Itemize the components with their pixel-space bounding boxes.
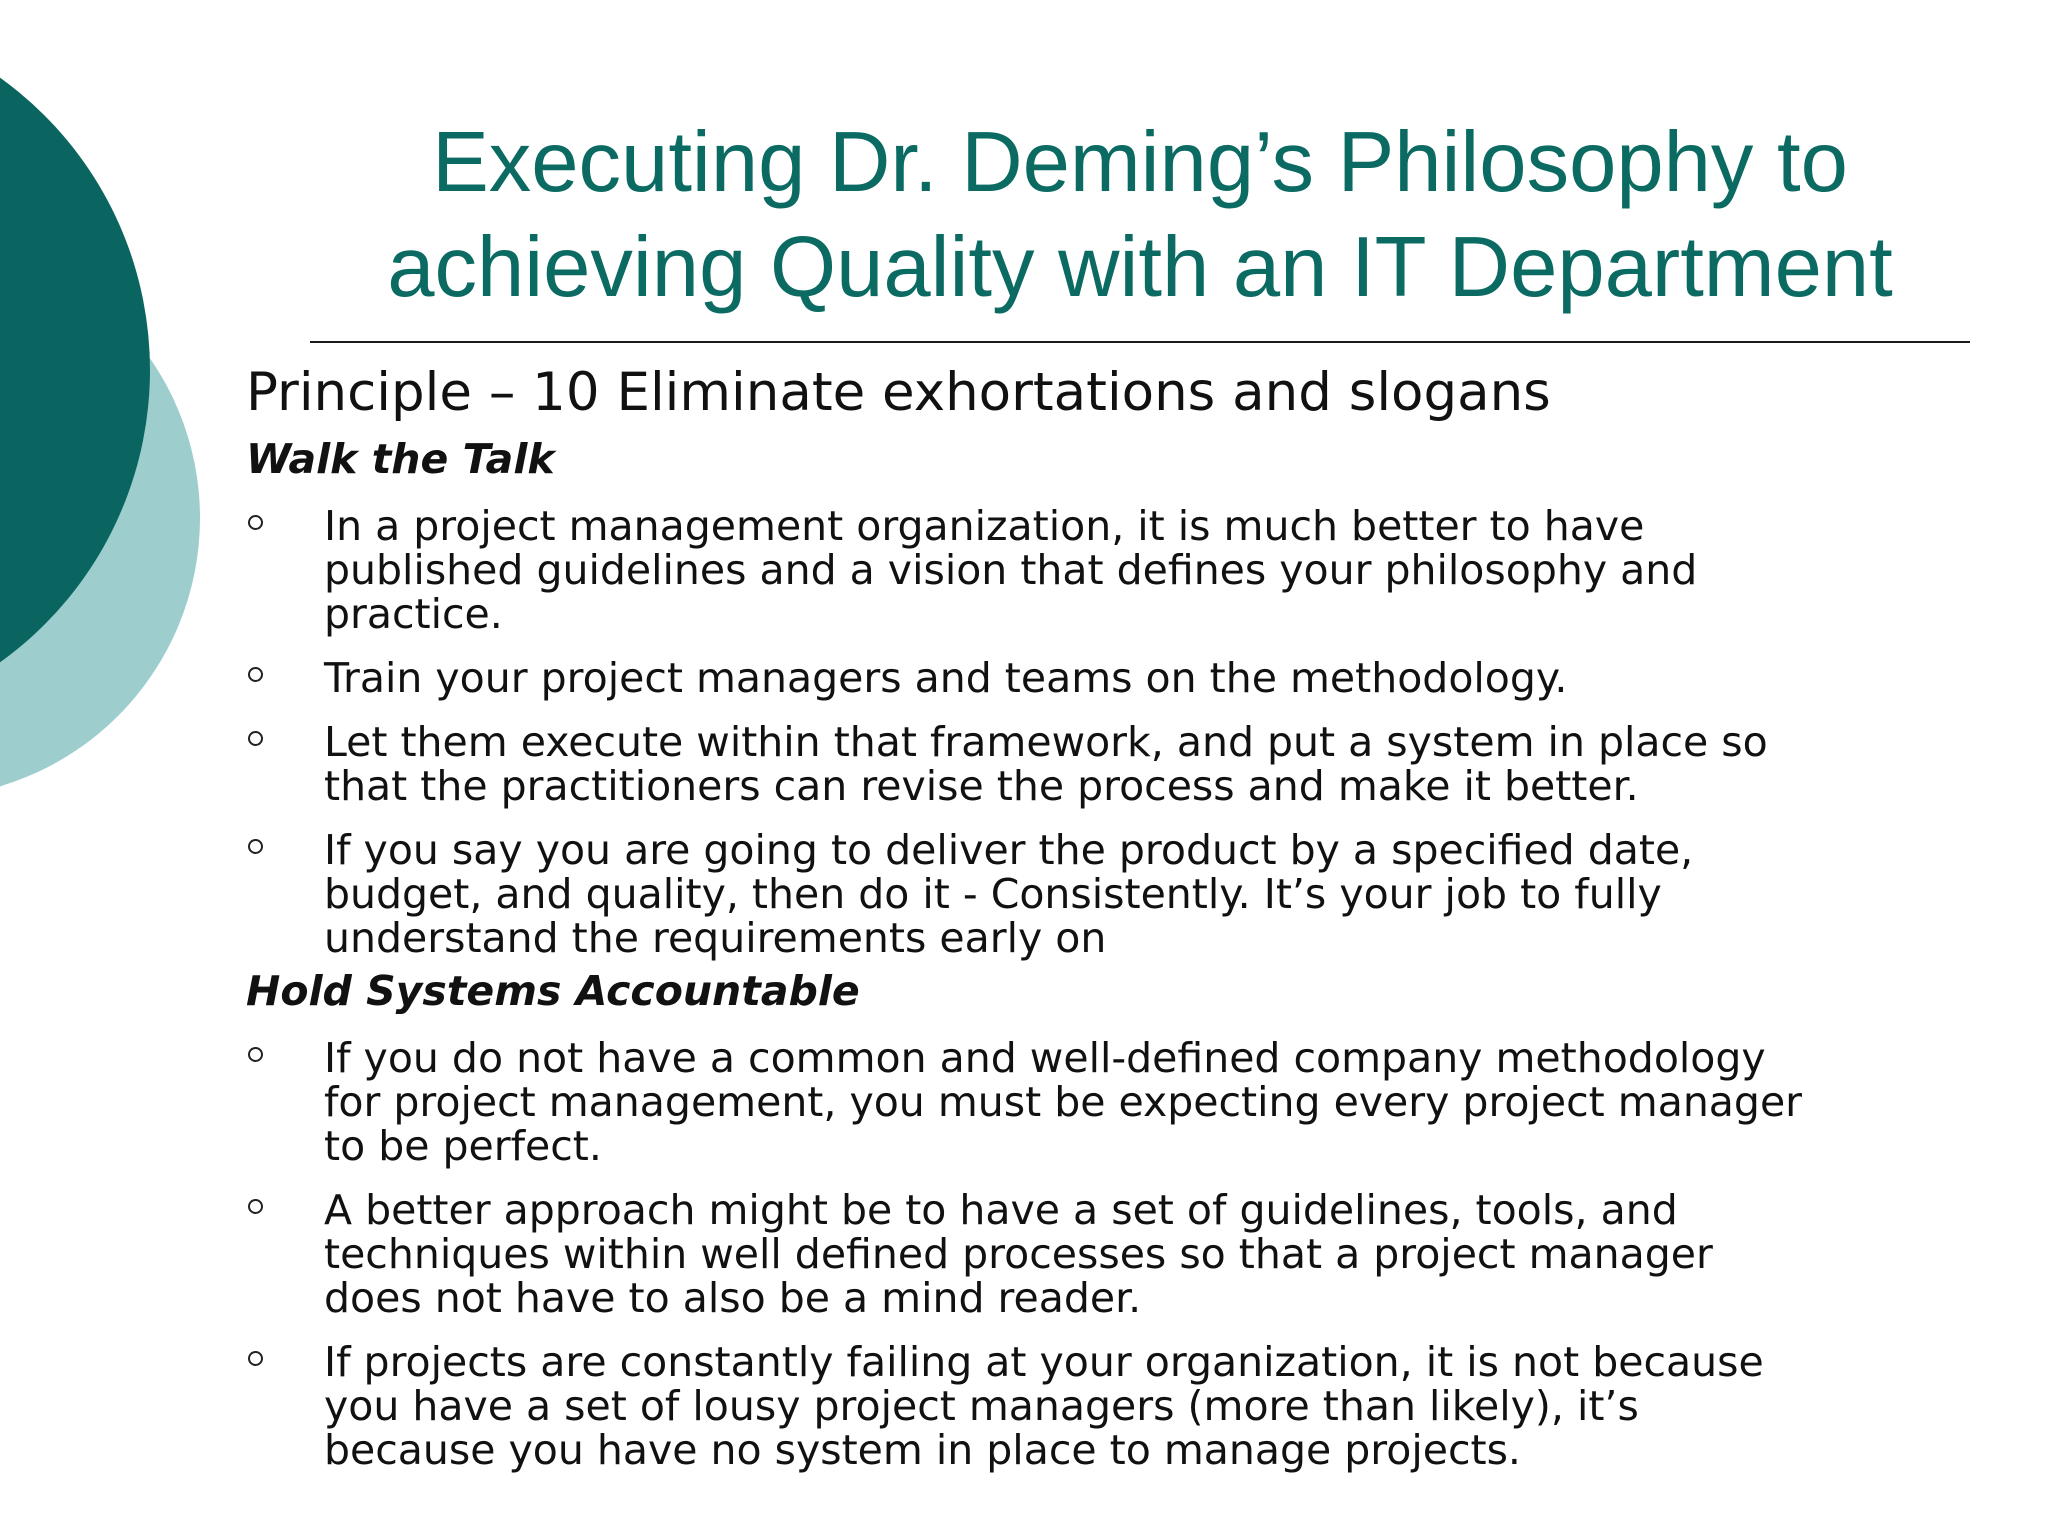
section-heading: Hold Systems Accountable bbox=[246, 967, 860, 1015]
hollow-circle-bullet-icon bbox=[248, 1351, 263, 1366]
bullet-list bbox=[246, 1036, 2006, 1472]
section-hold-systems-accountable bbox=[246, 966, 2006, 1472]
bullet-line: because you have no system in place to manage projects. bbox=[324, 1426, 1521, 1474]
bullet-line: If you do not have a common and well-defined company methodology bbox=[324, 1034, 1766, 1082]
slide-title bbox=[300, 110, 1980, 320]
bullet-item bbox=[246, 720, 2006, 808]
bullet-list bbox=[246, 504, 2006, 960]
slide-body bbox=[246, 360, 2006, 1472]
bullet-item bbox=[246, 1036, 2006, 1168]
hollow-circle-bullet-icon bbox=[248, 839, 263, 854]
bullet-line: for project management, you must be expecting every project manager bbox=[324, 1078, 1803, 1126]
bullet-line: Train your project managers and teams on the methodology. bbox=[324, 654, 1568, 702]
hollow-circle-bullet-icon bbox=[248, 731, 263, 746]
bullet-item bbox=[246, 504, 2006, 636]
bullet-item bbox=[246, 1188, 2006, 1320]
bullet-item bbox=[246, 828, 2006, 960]
bullet-line: If you say you are going to deliver the product by a specified date, bbox=[324, 826, 1694, 874]
bullet-item bbox=[246, 656, 2006, 700]
title-line-1: Executing Dr. Deming’s Philosophy to bbox=[432, 115, 1848, 210]
bullet-line: Let them execute within that framework, and put a system in place so bbox=[324, 718, 1768, 766]
title-line-2: achieving Quality with an IT Department bbox=[387, 220, 1893, 315]
bullet-line: budget, and quality, then do it - Consistently. It’s your job to fully bbox=[324, 870, 1662, 918]
bullet-line: practice. bbox=[324, 590, 503, 638]
title-divider bbox=[310, 341, 1970, 343]
bullet-line: In a project management organization, it is much better to have bbox=[324, 502, 1645, 550]
bullet-line: techniques within well defined processes so that a project manager bbox=[324, 1230, 1713, 1278]
bullet-line: you have a set of lousy project managers (more than likely), it’s bbox=[324, 1382, 1639, 1430]
bullet-line: understand the requirements early on bbox=[324, 914, 1107, 962]
bullet-line: If projects are constantly failing at your organization, it is not because bbox=[324, 1338, 1764, 1386]
bullet-line: A better approach might be to have a set of guidelines, tools, and bbox=[324, 1186, 1678, 1234]
hollow-circle-bullet-icon bbox=[248, 515, 263, 530]
bullet-line: that the practitioners can revise the process and make it better. bbox=[324, 762, 1639, 810]
principle-heading: Principle – 10 Eliminate exhortations and slogans bbox=[246, 362, 1551, 423]
bullet-line: does not have to also be a mind reader. bbox=[324, 1274, 1142, 1322]
hollow-circle-bullet-icon bbox=[248, 1199, 263, 1214]
bullet-line: published guidelines and a vision that defines your philosophy and bbox=[324, 546, 1698, 594]
hollow-circle-bullet-icon bbox=[248, 1047, 263, 1062]
bullet-line: to be perfect. bbox=[324, 1122, 602, 1170]
section-walk-the-talk bbox=[246, 434, 2006, 960]
section-heading: Walk the Talk bbox=[246, 435, 555, 483]
bullet-item bbox=[246, 1340, 2006, 1472]
hollow-circle-bullet-icon bbox=[248, 667, 263, 682]
